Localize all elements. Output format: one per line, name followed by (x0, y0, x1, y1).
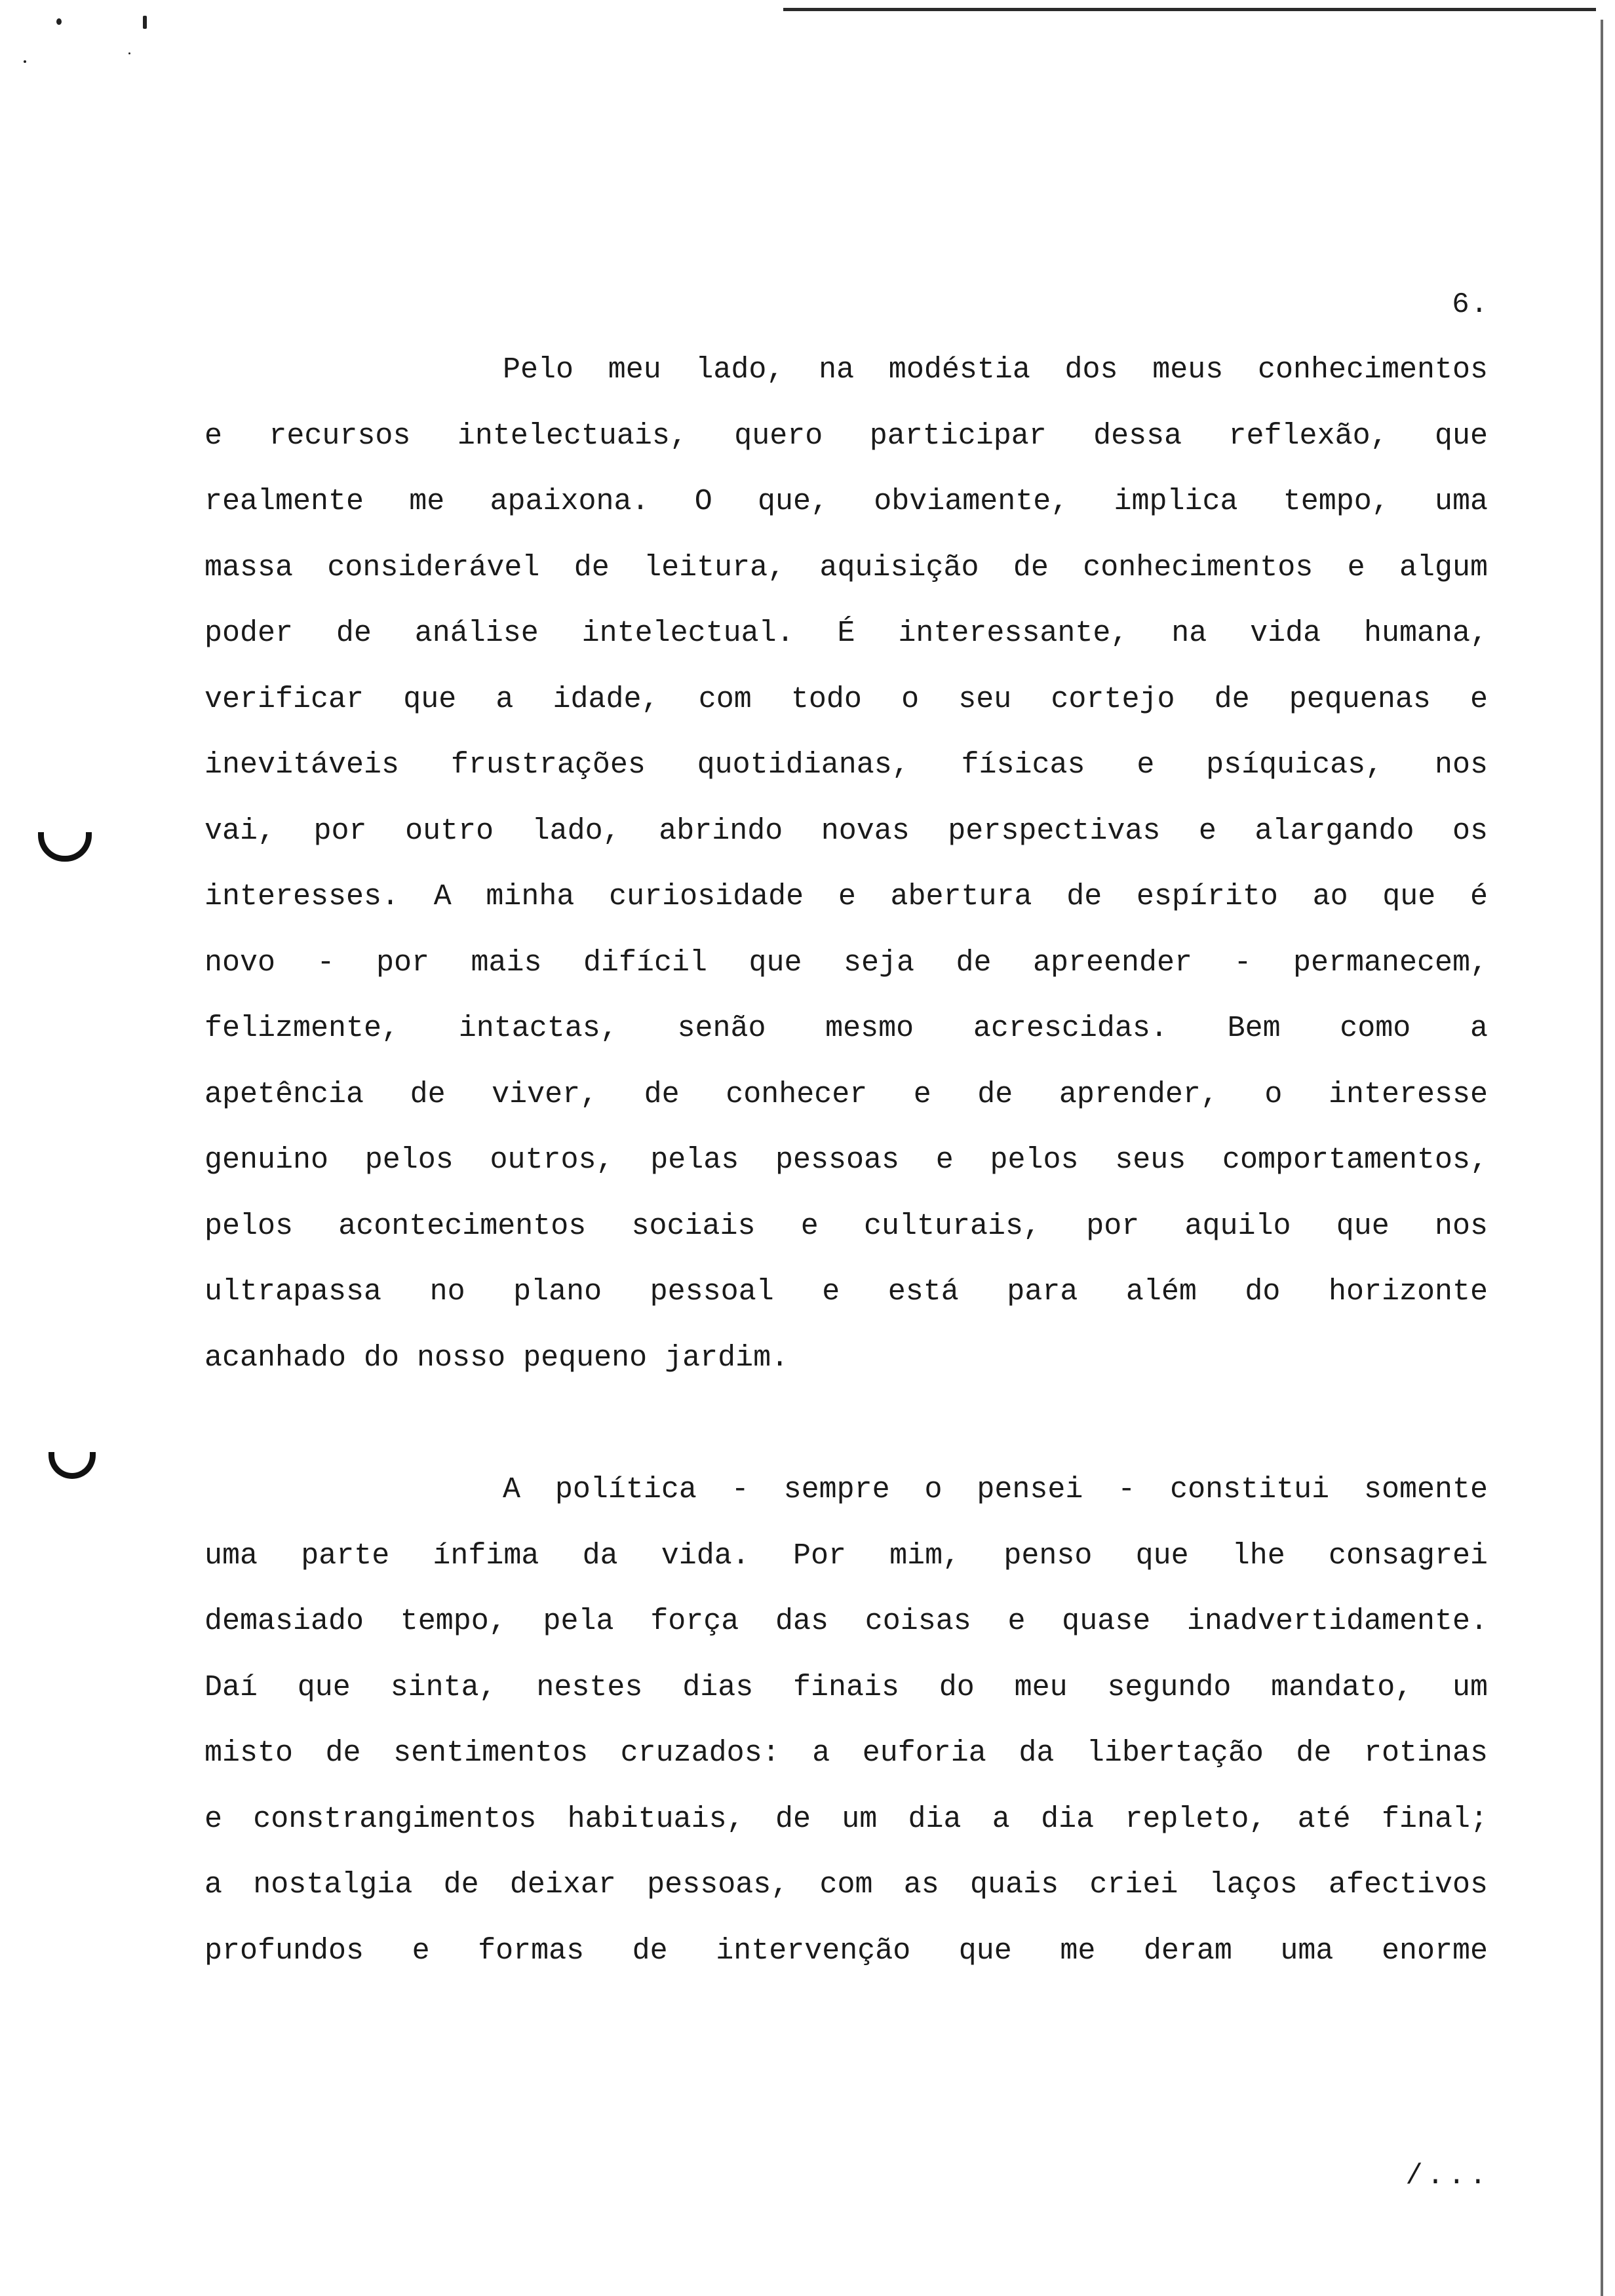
paragraph-line: demasiado tempo, pela força das coisas e quase inadvertidamente. (204, 1605, 1488, 1638)
paragraph-line: poder de análise intelectual. É interessante, na vida humana, (204, 617, 1488, 650)
paragraph-line: e constrangimentos habituais, de um dia a dia repleto, até final; (204, 1802, 1488, 1836)
paragraph-1 (204, 337, 1488, 1391)
punch-hole-icon (38, 832, 92, 862)
paragraph-line: Pelo meu lado, na modéstia dos meus conhecimentos (503, 353, 1488, 387)
paragraph-line: a nostalgia de deixar pessoas, com as quais criei laços afectivos (204, 1868, 1488, 1902)
paragraph-line: misto de sentimentos cruzados: a euforia da libertação de rotinas (204, 1736, 1488, 1770)
paragraph-line: novo - por mais difícil que seja de apreender - permanecem, (204, 946, 1488, 980)
paragraph-line: apetência de viver, de conhecer e de aprender, o interesse (204, 1077, 1488, 1111)
paragraph-line: pelos acontecimentos sociais e culturais, por aquilo que nos (204, 1209, 1488, 1243)
paragraph-2 (204, 1457, 1488, 1984)
paragraph-line: e recursos intelectuais, quero participar dessa reflexão, que (204, 419, 1488, 453)
paragraph-line: A política - sempre o pensei - constitui somente (503, 1473, 1488, 1506)
paragraph-line: vai, por outro lado, abrindo novas perspectivas e alargando os (204, 814, 1488, 848)
continuation-mark: /... (1405, 2160, 1490, 2192)
page-number: 6. (1452, 288, 1489, 321)
paragraph-line: uma parte ínfima da vida. Por mim, penso que lhe consagrei (204, 1539, 1488, 1573)
scan-speck (56, 18, 62, 25)
paragraph-line: Daí que sinta, nestes dias finais do meu segundo mandato, um (204, 1670, 1488, 1704)
paragraph-line: profundos e formas de intervenção que me deram uma enorme (204, 1934, 1488, 1968)
right-edge-line (1601, 20, 1603, 2296)
paragraph-line: massa considerável de leitura, aquisição de conhecimentos e algum (204, 550, 1488, 584)
paragraph-line: inevitáveis frustrações quotidianas, físicas e psíquicas, nos (204, 748, 1488, 782)
paragraph-line: realmente me apaixona. O que, obviamente, implica tempo, uma (204, 485, 1488, 518)
scan-speck (24, 60, 26, 63)
paragraph-line: ultrapassa no plano pessoal e está para além do horizonte (204, 1275, 1488, 1309)
paragraph-line: acanhado do nosso pequeno jardim. (204, 1341, 789, 1375)
scan-speck (143, 16, 147, 29)
paragraph-line: interesses. A minha curiosidade e abertura de espírito ao que é (204, 880, 1488, 913)
top-rule-line (783, 8, 1596, 11)
scan-speck (128, 52, 130, 54)
punch-hole-icon (49, 1452, 96, 1479)
paragraph-line: verificar que a idade, com todo o seu cortejo de pequenas e (204, 682, 1488, 716)
paragraph-line: felizmente, intactas, senão mesmo acrescidas. Bem como a (204, 1012, 1488, 1045)
paragraph-line: genuino pelos outros, pelas pessoas e pelos seus comportamentos, (204, 1143, 1488, 1177)
